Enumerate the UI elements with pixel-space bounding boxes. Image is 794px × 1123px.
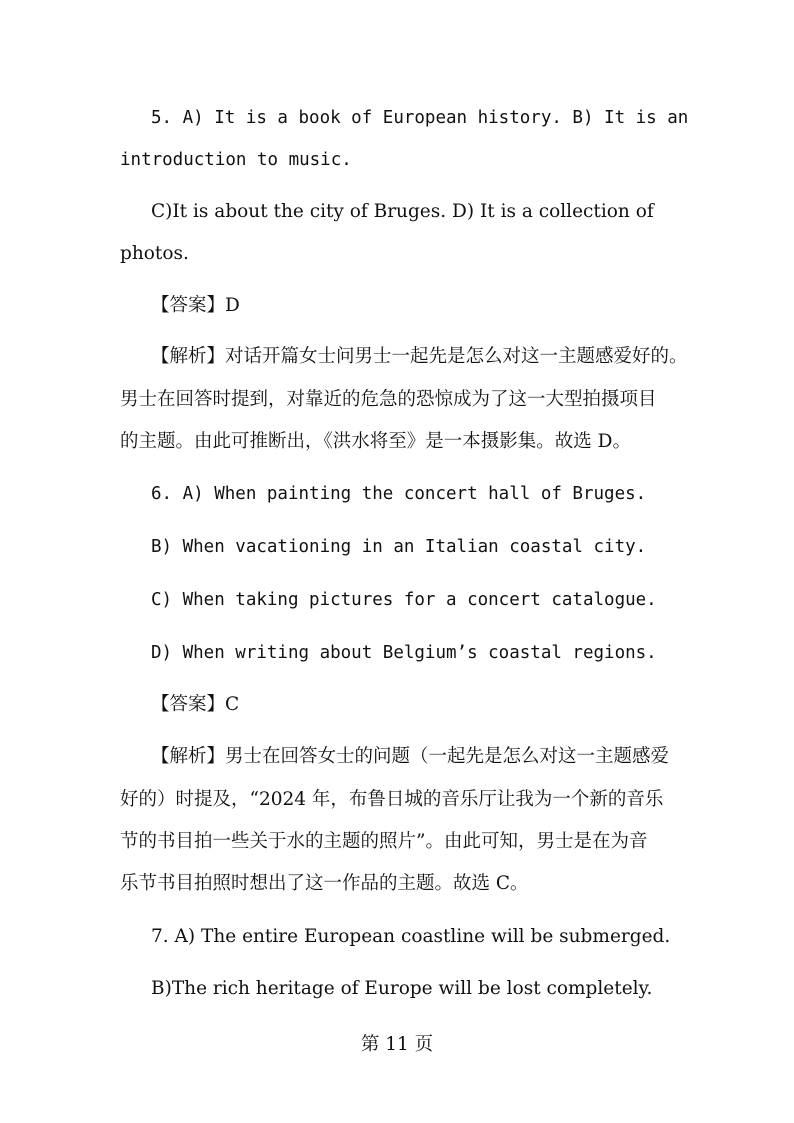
question-5-line-1: 5. A) It is a book of European history. B) It is an xyxy=(151,108,689,128)
question-5-line-3: C)It is about the city of Bruges. D) It is a collection of xyxy=(151,201,654,222)
question-5-line-2: introduction to music. xyxy=(120,150,352,170)
question-6-option-d: D) When writing about Belgium’s coastal regions. xyxy=(151,643,657,663)
question-6-option-c: C) When taking pictures for a concert catalogue. xyxy=(151,590,657,610)
analysis-5-line-2: 男士在回答时提到，对靠近的危急的恐惊成为了这一大型拍摄项目 xyxy=(120,389,657,410)
analysis-5-line-3: 的主题。由此可推断出，《洪水将至》是一本摄影集。故选 D。 xyxy=(120,431,631,452)
analysis-6-line-1: 【解析】男士在回答女士的问题（一起先是怎么对这一主题感爱 xyxy=(151,746,670,767)
analysis-6-line-4: 乐节书目拍照时想出了这一作品的主题。故选 C。 xyxy=(120,873,529,894)
question-5-line-4: photos. xyxy=(120,243,189,264)
question-7-option-a: 7. A) The entire European coastline will be submerged. xyxy=(151,926,671,947)
analysis-6-line-3: 节的书目拍一些关于水的主题的照片”。由此可知，男士是在为音 xyxy=(120,831,648,852)
answer-5: 【答案】D xyxy=(151,295,240,316)
question-6-option-b: B) When vacationing in an Italian coastal city. xyxy=(151,537,647,557)
question-7-option-b: B)The rich heritage of Europe will be lost completely. xyxy=(151,978,653,999)
answer-6: 【答案】C xyxy=(151,694,240,715)
analysis-5-line-1: 【解析】对话开篇女士问男士一起先是怎么对这一主题感爱好的。 xyxy=(151,346,688,367)
analysis-6-line-2: 好的）时提及，“2024 年，布鲁日城的音乐厅让我为一个新的音乐 xyxy=(120,789,664,810)
page-number: 第 11 页 xyxy=(360,1034,434,1055)
question-6-option-a: 6. A) When painting the concert hall of Bruges. xyxy=(151,484,647,504)
